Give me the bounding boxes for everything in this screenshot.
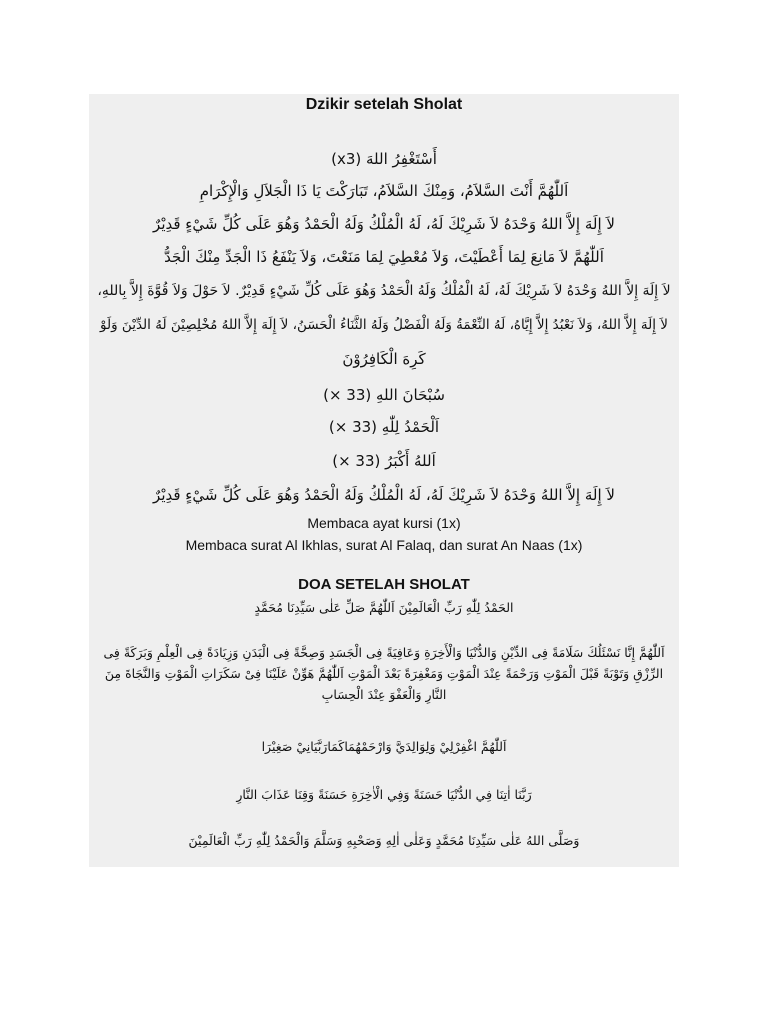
doa-opening: الحَمْدُ لِلّٰهِ رَبِّ الْعَالَمِيْنَ اَللّٰهُمَّ صَلِّ عَلٰى سَيِّدِنَا مُحَمَّدٍ [254,600,514,615]
dzikir-title: Dzikir setelah Sholat [305,96,463,113]
doa-title: DOA SETELAH SHOLAT [298,576,470,593]
doa-closing: وَصَلَّى اللهُ عَلٰى سَيِّدِنَا مُحَمَّدٍ وَعَلٰى اٰلِهِ وَصَحْبِهِ وَسَلَّمَ وَالْحَمْدُ لِلّٰهِ رَبِّ الْعَالَمِيْنَ [188,833,580,848]
doa-rabbana: رَبَّنَا اٰتِنَا فِي الدُّنْيَا حَسَنَةً وَفِي الْاٰخِرَةِ حَسَنَةً وَقِنَا عَذَابَ النَّارِ [236,787,532,802]
document-page [89,94,679,867]
dzikir-tahlil-mukhlisin: لاَ إِلَهَ إِلاَّ اللهُ، وَلاَ نَعْبُدُ إِلاَّ إِيَّاهُ، لَهُ النِّعْمَةُ وَلَهُ الْفَضْلُ وَلَهُ الثَّنَاءُ الْحَسَنُ، لاَ إِلَهَ إِلاَّ اللهُ مُخْلِصِيْنَ لَهُ الدِّيْنَ وَلَوْ [100,317,668,333]
note-ayat-kursi: Membaca ayat kursi (1x) [307,515,461,531]
dzikir-tahlil-2: لاَ إِلَهَ إِلاَّ اللهُ وَحْدَهُ لاَ شَرِيْكَ لَهُ، لَهُ الْمُلْكُ وَلَهُ الْحَمْدُ وَهُوَ عَلَى كُلِّ شَيْءٍ قَدِيْرٌ [153,486,615,504]
dzikir-tasbih: سُبْحَانَ اللهِ (33 ×) [323,386,445,404]
note-surat: Membaca surat Al Ikhlas, surat Al Falaq, dan surat An Naas (1x) [185,537,583,553]
dzikir-allahumma-la-mani: اَللّٰهُمَّ لاَ مَانِعَ لِمَا أَعْطَيْتَ، وَلاَ مُعْطِيَ لِمَا مَنَعْتَ، وَلاَ يَنْفَعُ ذَا الْجَدِّ مِنْكَ الْجَدُّ [164,248,604,266]
dzikir-tahlil-1: لاَ إِلَهَ إِلاَّ اللهُ وَحْدَهُ لاَ شَرِيْكَ لَهُ، لَهُ الْمُلْكُ وَلَهُ الْحَمْدُ وَهُوَ عَلَى كُلِّ شَيْءٍ قَدِيْرٌ [153,215,615,233]
dzikir-tahlil-hawqala: لاَ إِلَهَ إِلاَّ اللهُ وَحْدَهُ لاَ شَرِيْكَ لَهُ، لَهُ الْمُلْكُ وَلَهُ الْحَمْدُ وَهُوَ عَلَى كُلِّ شَيْءٍ قَدِيْرٌ. لاَ حَوْلَ وَلاَ قُوَّةَ إِلاَّ بِاللهِ، [97,283,671,299]
dzikir-tahmid: اَلْحَمْدُ لِلّٰهِ (33 ×) [328,418,440,436]
dzikir-istighfar: أَسْتَغْفِرُ اللهَ (x3) [331,150,437,168]
dzikir-takbir: اَللهُ أَكْبَرُ (33 ×) [332,452,436,470]
dzikir-karihal-kafirun: كَرِهَ الْكَافِرُوْنَ [342,350,426,368]
doa-main: اَللّٰهُمَّ إِنَّا نَسْئَلُكَ سَلَامَةً فِى الدِّيْنِ وَالدُّنْيَا وَالْأَخِرَةِ وَعَافِيَةً فِى الْجَسَدِ وَصِحَّةً فِى الْبَدَنِ وَزِيَادَةً فِى الْعِلْمِ وَبَرَكَةً فِى الرِّزْقِ وَتَوْبَةً قَبْلَ الْمَوْتِ وَرَحْمَةً عِنْدَ الْمَوْتِ وَمَغْفِرَةً بَعْدَ الْمَوْتِ اَللّٰهُمَّ هَوِّنْ عَلَيْنَا فِىْ سَكَرَاتِ الْمَوْتِ وَالنَّجَاةَ مِنَ النَّارِ وَالْعَفْوَ عِنْدَ الْحِسَابِ [103,645,665,702]
doa-parents: اَللّٰهُمَّ اغْفِرْلِيْ وَلِوَالِدَيَّ وَارْحَمْهُمَاكَمَارَبَّيَانِيْ صَغِيْرَا [261,739,507,754]
dzikir-allahumma-antassalam: اَللّٰهُمَّ أَنْتَ السَّلاَمُ، وَمِنْكَ السَّلاَمُ، تَبَارَكْتَ يَا ذَا الْجَلاَلِ وَالْإِكْرَامِ [199,182,569,200]
